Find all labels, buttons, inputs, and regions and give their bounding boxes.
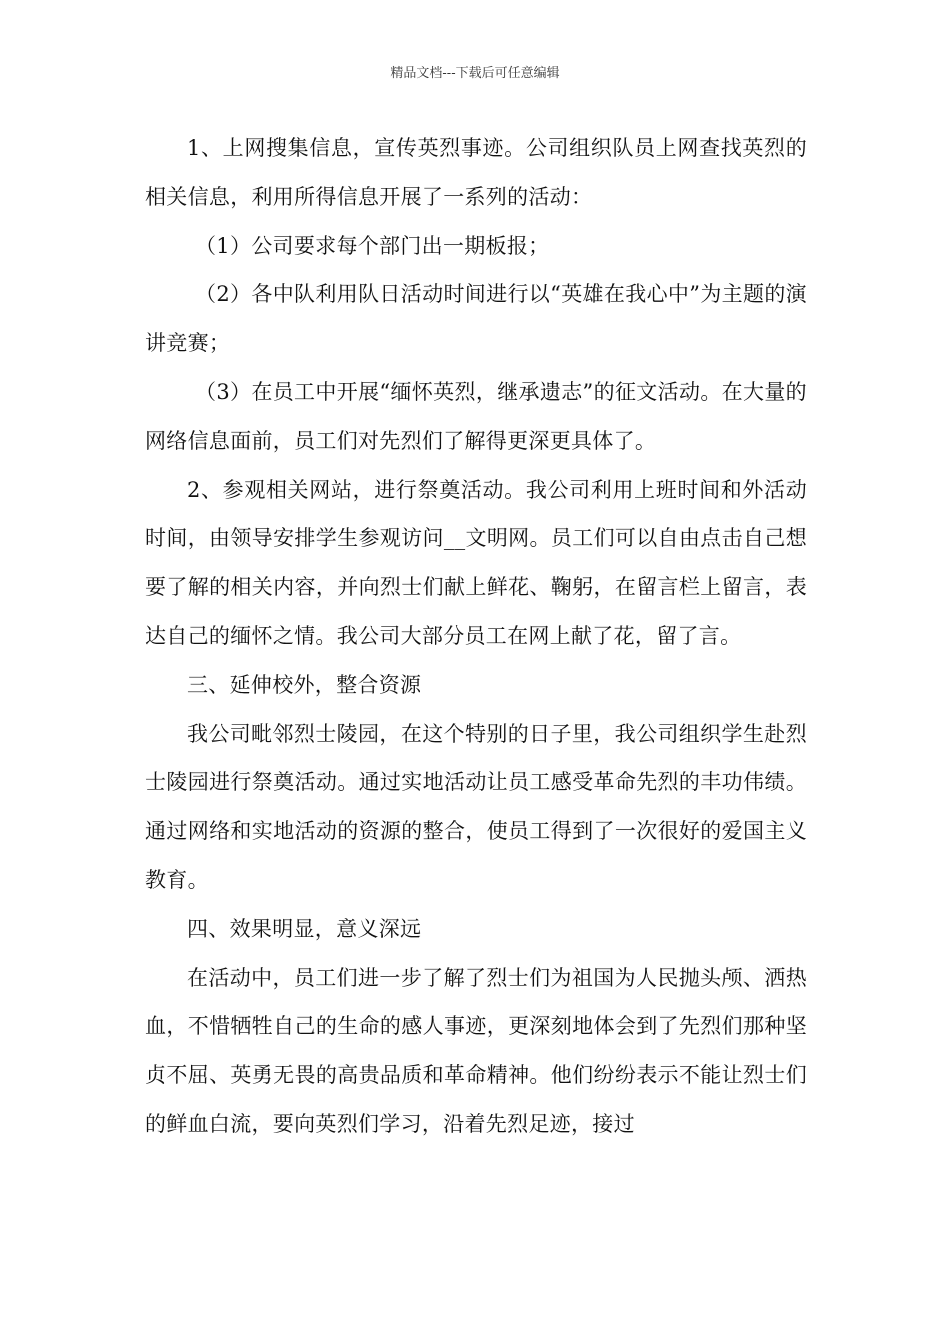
paragraph-visit-websites: 2、参观相关网站，进行祭奠活动。我公司利用上班时间和外活动时间，由领导安排学生参观访问__文明网。员工们可以自由点击自己想要了解的相关内容，并向烈士们献上鲜花、鞠躬，在留言栏上留言，表达自己的缅怀之情。我公司大部分员工在网上献了花，留了言。 (145, 477, 807, 648)
document-body (145, 124, 807, 1149)
section-heading-effect: 四、效果明显，意义深远 (187, 916, 422, 941)
paragraph-item-2: （2）各中队利用队日活动时间进行以“英雄在我心中”为主题的演讲竞赛； (145, 282, 807, 356)
paragraph-item-1: （1）公司要求每个部门出一期板报； (195, 233, 550, 258)
paragraph-online-info: 1、上网搜集信息，宣传英烈事迹。公司组织队员上网查找英烈的相关信息，利用所得信息开展了一系列的活动： (145, 136, 807, 209)
paragraph-activity-results: 在活动中，员工们进一步了解了烈士们为祖国为人民抛头颅、洒热血，不惜牺牲自己的生命的感人事迹，更深刻地体会到了先烈们那种坚贞不屈、英勇无畏的高贵品质和革命精神。他们纷纷表示不能让烈士们的鲜血白流，要向英烈们学习，沿着先烈足迹，接过 (145, 965, 807, 1136)
section-heading-extend: 三、延伸校外，整合资源 (187, 672, 422, 697)
paragraph-cemetery: 我公司毗邻烈士陵园，在这个特别的日子里，我公司组织学生赴烈士陵园进行祭奠活动。通过实地活动让员工感受革命先烈的丰功伟绩。通过网络和实地活动的资源的整合，使员工得到了一次很好的爱国主义教育。 (145, 721, 807, 892)
page-header: 精品文档---下载后可任意编辑 (390, 66, 560, 81)
paragraph-item-3: （3）在员工中开展“缅怀英烈，继承遗志”的征文活动。在大量的网络信息面前，员工们对先烈们了解得更深更具体了。 (145, 379, 807, 453)
